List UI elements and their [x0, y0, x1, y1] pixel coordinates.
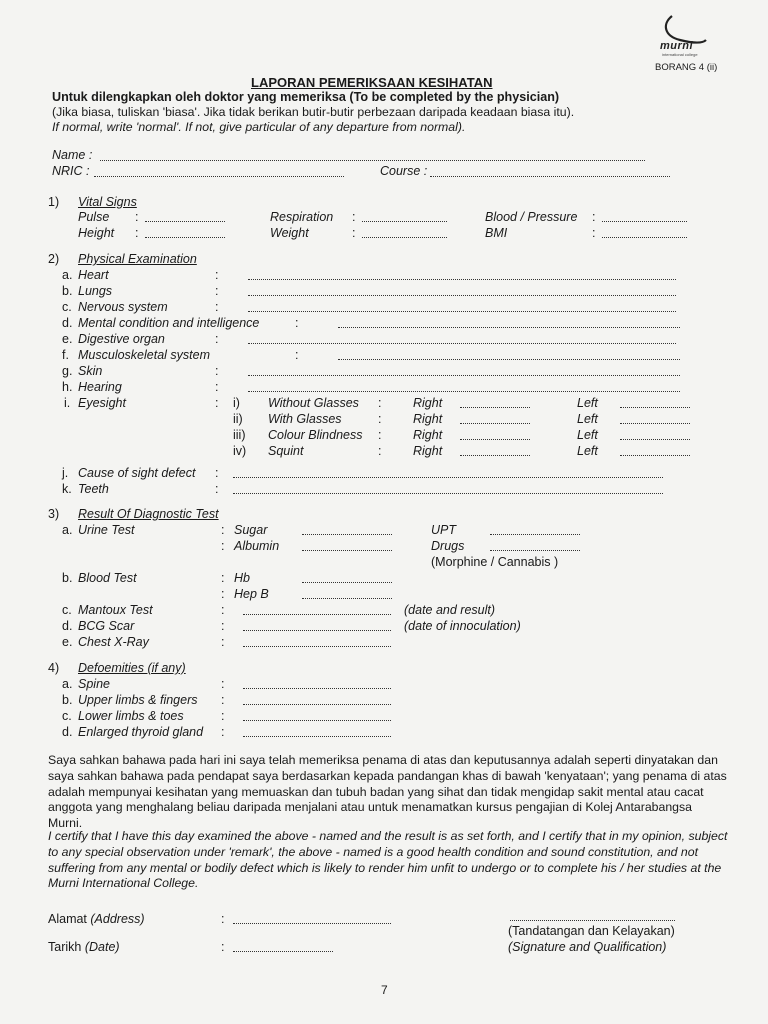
address-label-english: (Address) — [90, 912, 145, 926]
exam-letter: a. — [62, 268, 73, 282]
blood-pressure-field[interactable] — [602, 221, 687, 222]
exam-letter: g. — [62, 364, 73, 378]
weight-label: Weight — [270, 226, 309, 240]
colon: : — [221, 603, 225, 617]
exam-letter: k. — [62, 482, 72, 496]
instruction-english: If normal, write 'normal'. If not, give particular of any departure from normal). — [52, 120, 466, 134]
squint-left-field[interactable] — [620, 455, 690, 456]
colour-blindness-left-field[interactable] — [620, 439, 690, 440]
hearing-label: Hearing — [78, 380, 122, 394]
colon: : — [221, 587, 225, 601]
heart-field[interactable] — [248, 279, 676, 280]
course-label: Course : — [380, 164, 428, 178]
page-subtitle: Untuk dilengkapkan oleh doktor yang memeriksa (To be completed by the physician) — [52, 90, 560, 104]
date-field[interactable] — [233, 951, 333, 952]
left-label: Left — [577, 412, 598, 426]
blood-test-label: Blood Test — [78, 571, 137, 585]
with-glasses-label: With Glasses — [268, 412, 342, 426]
physical-exam-heading: Physical Examination — [78, 252, 197, 266]
signature-field[interactable] — [510, 920, 675, 921]
mantoux-note: (date and result) — [404, 603, 496, 617]
digestive-organ-label: Digestive organ — [78, 332, 165, 346]
upt-label: UPT — [431, 523, 456, 537]
chest-xray-field[interactable] — [243, 646, 391, 647]
chest-xray-label: Chest X-Ray — [78, 635, 149, 649]
colon: : — [135, 210, 139, 224]
colon: : — [215, 364, 219, 378]
section-2-number: 2) — [48, 252, 60, 266]
logo-wordmark: murni — [660, 40, 694, 52]
bcg-label: BCG Scar — [78, 619, 135, 633]
spine-label: Spine — [78, 677, 110, 691]
logo-subtitle: international college — [662, 52, 698, 57]
hep-b-label: Hep B — [234, 587, 269, 601]
exam-letter: h. — [62, 380, 73, 394]
colon: : — [295, 348, 299, 362]
date-label-english: (Date) — [84, 940, 120, 954]
squint-right-field[interactable] — [460, 455, 530, 456]
page-number: 7 — [381, 983, 388, 997]
diagnostic-heading: Result Of Diagnostic Test — [78, 507, 219, 521]
address-label — [48, 912, 145, 926]
eyesight-row-num: i) — [233, 396, 240, 410]
colon: : — [295, 316, 299, 330]
colour-blindness-label: Colour Blindness — [268, 428, 363, 442]
exam-letter: f. — [62, 348, 69, 362]
nric-field[interactable] — [94, 176, 344, 177]
colon: : — [215, 284, 219, 298]
urine-test-label: Urine Test — [78, 523, 135, 537]
upper-limbs-label: Upper limbs & fingers — [78, 693, 198, 707]
hb-label: Hb — [234, 571, 250, 585]
digestive-organ-field[interactable] — [248, 343, 676, 344]
with-glasses-left-field[interactable] — [620, 423, 690, 424]
colon: : — [221, 677, 225, 691]
pulse-label: Pulse — [78, 210, 110, 224]
colon: : — [221, 693, 225, 707]
signature-label-malay: (Tandatangan dan Kelayakan) — [508, 924, 675, 938]
lower-limbs-label: Lower limbs & toes — [78, 709, 184, 723]
height-field[interactable] — [145, 237, 225, 238]
lungs-field[interactable] — [248, 295, 676, 296]
course-field[interactable] — [430, 176, 670, 177]
exam-letter: b. — [62, 284, 73, 298]
right-label: Right — [413, 444, 443, 458]
colon: : — [592, 226, 596, 240]
hep-b-field[interactable] — [302, 598, 392, 599]
drugs-label: Drugs — [431, 539, 465, 553]
certification-malay: Saya sahkan bahawa pada hari ini saya telah memeriksa penama di atas dan keputusannya adalah seperti dinyatakan dan saya sahkan bahawa pada pendapat saya berdasarkan kepada pandangan khas di bawah 'kenyataan'; yang penama di atas adalah mempunyai kesihatan yang memuaskan dan tubuh badan yang sihat dan tidak mengidap sakit mental atau cacat anggota yang menghalang beliau daripada menjalani atau untuk menamatkan kursus pengajian di Kolej Antarabangsa Murni. — [48, 753, 727, 831]
drugs-field[interactable] — [490, 550, 580, 551]
colon: : — [221, 912, 225, 926]
signature-label-english: (Signature and Qualification) — [508, 940, 667, 954]
exam-letter: e. — [62, 332, 73, 346]
colon: : — [221, 709, 225, 723]
hb-field[interactable] — [302, 582, 392, 583]
colon: : — [215, 396, 219, 410]
sight-defect-label: Cause of sight defect — [78, 466, 196, 480]
colon: : — [221, 523, 225, 537]
sugar-field[interactable] — [302, 534, 392, 535]
colour-blindness-right-field[interactable] — [460, 439, 530, 440]
sugar-label: Sugar — [234, 523, 268, 537]
bcg-note: (date of innoculation) — [404, 619, 521, 633]
eyesight-row-num: ii) — [233, 412, 243, 426]
instruction-malay: (Jika biasa, tuliskan 'biasa'. Jika tidak berikan butir-butir perbezaan daripada keadaan biasa itu). — [52, 105, 575, 119]
lower-limbs-field[interactable] — [243, 720, 391, 721]
hearing-field[interactable] — [248, 391, 680, 392]
left-label: Left — [577, 428, 598, 442]
sight-defect-field[interactable] — [233, 477, 663, 478]
vital-signs-heading: Vital Signs — [78, 195, 137, 209]
respiration-label: Respiration — [270, 210, 334, 224]
colon: : — [215, 332, 219, 346]
exam-letter: a. — [62, 523, 73, 537]
bmi-label: BMI — [485, 226, 508, 240]
respiration-field[interactable] — [362, 221, 447, 222]
colon: : — [221, 635, 225, 649]
mantoux-label: Mantoux Test — [78, 603, 153, 617]
eyesight-row-num: iv) — [233, 444, 247, 458]
pulse-field[interactable] — [145, 221, 225, 222]
exam-letter: c. — [62, 603, 72, 617]
bcg-field[interactable] — [243, 630, 391, 631]
upt-field[interactable] — [490, 534, 580, 535]
height-label: Height — [78, 226, 115, 240]
colon: : — [215, 380, 219, 394]
date-label-malay: Tarikh — [48, 940, 82, 954]
without-glasses-left-field[interactable] — [620, 407, 690, 408]
exam-letter: b. — [62, 571, 73, 585]
section-4-number: 4) — [48, 661, 60, 675]
upper-limbs-field[interactable] — [243, 704, 391, 705]
name-label: Name : — [52, 148, 93, 162]
exam-letter: e. — [62, 635, 73, 649]
heart-label: Heart — [78, 268, 109, 282]
colon: : — [215, 268, 219, 282]
nervous-system-label: Nervous system — [78, 300, 168, 314]
without-glasses-right-field[interactable] — [460, 407, 530, 408]
left-label: Left — [577, 396, 598, 410]
mental-condition-label: Mental condition and intelligence — [78, 316, 260, 330]
exam-letter: j. — [62, 466, 69, 480]
exam-letter: b. — [62, 693, 73, 707]
colon: : — [352, 210, 356, 224]
without-glasses-label: Without Glasses — [268, 396, 359, 410]
section-3-number: 3) — [48, 507, 60, 521]
colon: : — [221, 940, 225, 954]
squint-label: Squint — [268, 444, 304, 458]
thyroid-field[interactable] — [243, 736, 391, 737]
eyesight-row-num: iii) — [233, 428, 246, 442]
certification-english: I certify that I have this day examined the above - named and the result is as set forth, and I certify that in my opinion, subject to any special observation under 'remark', the above - named is a good health condition and sound constitution, and not suffering from any mental or bodily defect which is likely to render him unfit to undergo or to complete his / her studies at the Murni International College. — [48, 829, 728, 891]
left-label: Left — [577, 444, 598, 458]
colon: : — [378, 444, 382, 458]
drugs-note: (Morphine / Cannabis ) — [431, 555, 559, 569]
colon: : — [221, 571, 225, 585]
colon: : — [221, 539, 225, 553]
address-field[interactable] — [233, 923, 391, 924]
right-label: Right — [413, 428, 443, 442]
form-code: BORANG 4 (ii) — [655, 62, 718, 73]
eyesight-label: Eyesight — [78, 396, 126, 410]
exam-letter: c. — [62, 709, 72, 723]
mantoux-field[interactable] — [243, 614, 391, 615]
musculoskeletal-field[interactable] — [338, 359, 680, 360]
address-label-malay: Alamat — [48, 912, 87, 926]
colon: : — [592, 210, 596, 224]
exam-letter: d. — [62, 316, 73, 330]
colon: : — [378, 428, 382, 442]
name-field[interactable] — [100, 160, 645, 161]
right-label: Right — [413, 412, 443, 426]
skin-field[interactable] — [248, 375, 680, 376]
mental-condition-field[interactable] — [338, 327, 680, 328]
exam-letter: a. — [62, 677, 73, 691]
nric-label: NRIC : — [52, 164, 90, 178]
colon: : — [215, 482, 219, 496]
date-label — [48, 940, 120, 954]
colon: : — [352, 226, 356, 240]
exam-letter: d. — [62, 725, 73, 739]
albumin-label: Albumin — [234, 539, 280, 553]
right-label: Right — [413, 396, 443, 410]
nervous-system-field[interactable] — [248, 311, 676, 312]
colon: : — [135, 226, 139, 240]
teeth-field[interactable] — [233, 493, 663, 494]
exam-letter: i. — [64, 396, 71, 410]
lungs-label: Lungs — [78, 284, 113, 298]
colon: : — [221, 725, 225, 739]
albumin-field[interactable] — [302, 550, 392, 551]
section-1-number: 1) — [48, 195, 60, 209]
spine-field[interactable] — [243, 688, 391, 689]
colon: : — [378, 412, 382, 426]
colon: : — [221, 619, 225, 633]
blood-pressure-label: Blood / Pressure — [485, 210, 578, 224]
skin-label: Skin — [78, 364, 103, 378]
musculoskeletal-label: Musculoskeletal system — [78, 348, 210, 362]
exam-letter: d. — [62, 619, 73, 633]
colon: : — [378, 396, 382, 410]
exam-letter: c. — [62, 300, 72, 314]
deformities-heading: Defoemities (if any) — [78, 661, 186, 675]
thyroid-label: Enlarged thyroid gland — [78, 725, 204, 739]
with-glasses-right-field[interactable] — [460, 423, 530, 424]
weight-field[interactable] — [362, 237, 447, 238]
colon: : — [215, 466, 219, 480]
bmi-field[interactable] — [602, 237, 687, 238]
page-title: LAPORAN PEMERIKSAAN KESIHATAN — [251, 75, 493, 90]
teeth-label: Teeth — [78, 482, 109, 496]
colon: : — [215, 300, 219, 314]
